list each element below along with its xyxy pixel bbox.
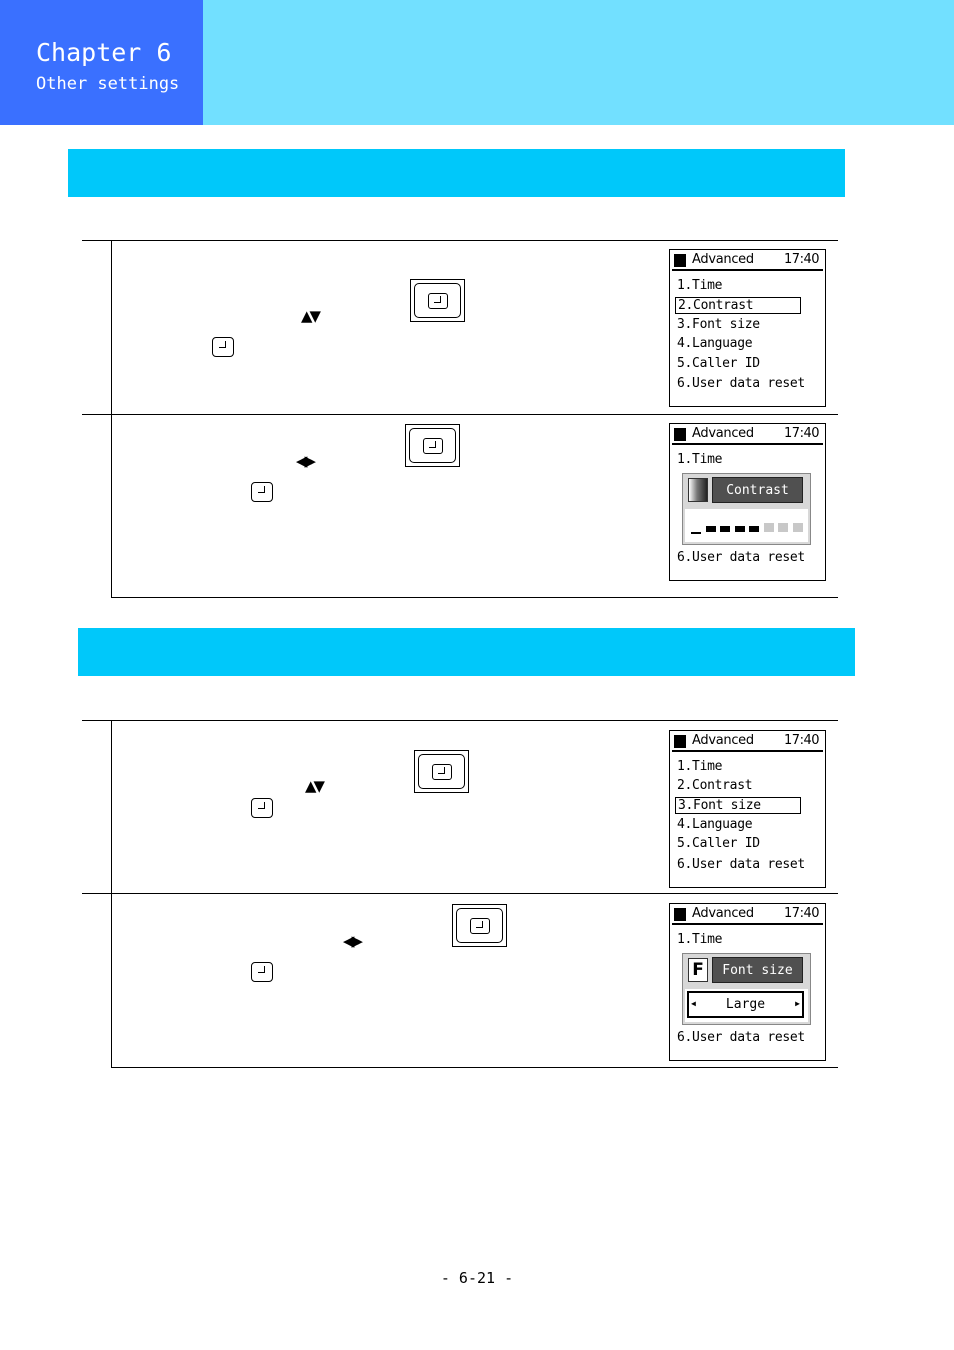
- ok-key-icon: [212, 337, 234, 357]
- menu-item-selected: 2.Contrast: [675, 297, 801, 314]
- menu-item: 6.User data reset: [677, 550, 805, 565]
- table-divider: [111, 720, 112, 1067]
- screen-time: 17:40: [784, 733, 819, 748]
- table-rule: [111, 1067, 838, 1068]
- left-right-arrow-icon: ◀▶: [296, 450, 313, 472]
- font-size-icon: F: [688, 958, 708, 982]
- screen-time: 17:40: [784, 426, 819, 441]
- font-size-popup: [682, 953, 811, 1025]
- menu-item: 1.Time: [677, 452, 723, 467]
- navigation-key-icon: [452, 904, 507, 947]
- up-down-arrow-icon: ▲▼: [301, 305, 318, 327]
- table-rule: [82, 893, 838, 894]
- screen-time: 17:40: [784, 906, 819, 921]
- table-rule: [82, 720, 838, 721]
- phone-screen-contrast-popup: [669, 423, 826, 581]
- ok-key-icon: [251, 482, 273, 502]
- menu-item: 1.Time: [677, 932, 723, 947]
- table-divider: [111, 240, 112, 597]
- menu-item: 1.Time: [677, 278, 723, 293]
- table-rule: [82, 414, 838, 415]
- screen-time: 17:40: [784, 252, 819, 267]
- contrast-segment: [691, 532, 701, 534]
- font-size-value: Large: [725, 997, 766, 1012]
- chapter-tab: [0, 0, 203, 125]
- contrast-icon: [688, 478, 708, 502]
- page-number: - 6-21 -: [440, 1269, 514, 1287]
- up-down-arrow-icon: ▲▼: [305, 775, 322, 797]
- phone-screen-advanced-contrast-selected: [669, 249, 826, 407]
- navigation-key-icon: [410, 279, 465, 322]
- contrast-segment: [749, 526, 759, 532]
- contrast-segment: [778, 523, 788, 532]
- phone-screen-font-size-popup: [669, 903, 826, 1061]
- ok-key-icon: [251, 798, 273, 818]
- phone-screen-advanced-font-size-selected: [669, 730, 826, 888]
- contrast-segment: [764, 523, 774, 532]
- contrast-segment: [735, 526, 745, 532]
- chapter-subtitle: Other settings: [36, 74, 180, 94]
- menu-item: 6.User data reset: [677, 857, 805, 872]
- section-heading-bar-font-size: [78, 628, 855, 676]
- menu-item: 1.Time: [677, 759, 723, 774]
- left-arrow-icon: ◀: [691, 999, 696, 1008]
- menu-item: 4.Language: [677, 336, 753, 351]
- table-rule: [111, 597, 838, 598]
- contrast-segment: [793, 523, 803, 532]
- screen-title: Advanced: [692, 733, 754, 748]
- menu-item: 6.User data reset: [677, 1030, 805, 1045]
- menu-item: 3.Font size: [677, 317, 760, 332]
- ok-key-icon: [251, 962, 273, 982]
- navigation-key-icon: [405, 424, 460, 467]
- left-right-arrow-icon: ◀▶: [343, 930, 360, 952]
- font-size-selector: [687, 991, 804, 1018]
- contrast-segment: [720, 526, 730, 532]
- popup-title: Font size: [712, 957, 803, 983]
- menu-item-selected: 3.Font size: [675, 797, 801, 814]
- right-arrow-icon: ▶: [795, 999, 800, 1008]
- screen-title: Advanced: [692, 426, 754, 441]
- menu-item: 5.Caller ID: [677, 356, 760, 371]
- menu-item: 6.User data reset: [677, 376, 805, 391]
- contrast-popup: [682, 473, 811, 545]
- menu-item: 5.Caller ID: [677, 836, 760, 851]
- table-rule: [82, 240, 838, 241]
- contrast-level-bar: [685, 509, 808, 542]
- menu-item: 4.Language: [677, 817, 753, 832]
- section-heading-bar-contrast: [68, 149, 845, 197]
- navigation-key-icon: [414, 750, 469, 793]
- popup-title: Contrast: [712, 477, 803, 503]
- contrast-segment: [706, 526, 716, 532]
- chapter-title: Chapter 6: [36, 38, 172, 67]
- menu-item: 2.Contrast: [677, 778, 753, 793]
- screen-title: Advanced: [692, 906, 754, 921]
- screen-title: Advanced: [692, 252, 754, 267]
